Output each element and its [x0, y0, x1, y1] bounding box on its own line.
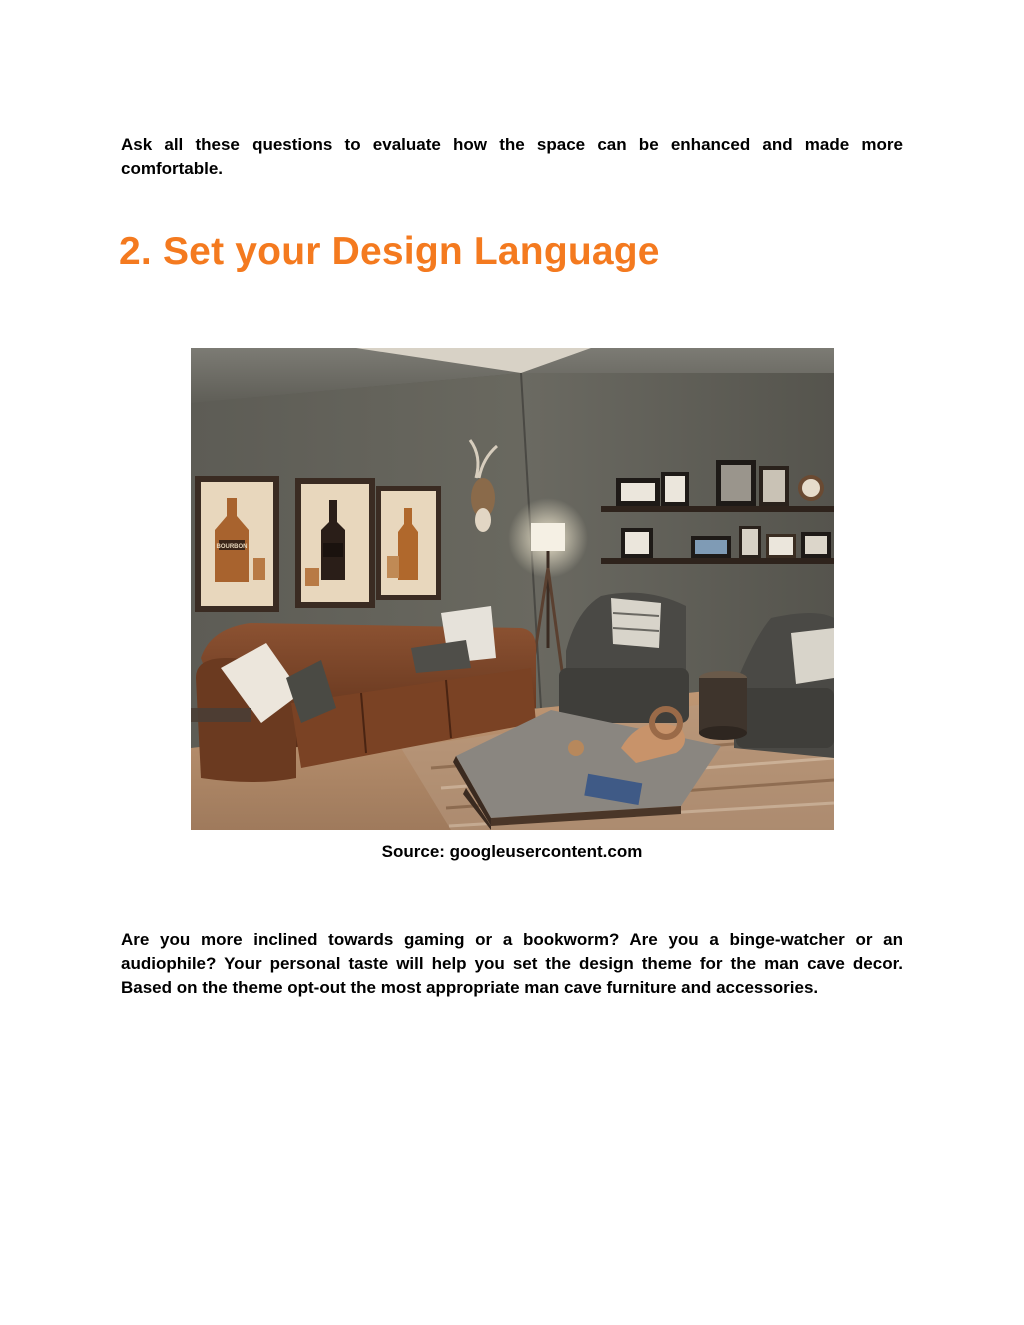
body-paragraph: Are you more inclined towards gaming or a bookworm? Are you a binge-watcher or an audiophile? Your personal taste will help you set the design theme for the man cave decor. Based on the theme opt-out the most appropriate man cave furniture and accessories. [121, 930, 903, 997]
svg-text:BOURBON: BOURBON [216, 544, 248, 550]
intro-paragraph: Ask all these questions to evaluate how the space can be enhanced and made more comfortable. [121, 135, 903, 178]
framed-bottle-art [195, 476, 441, 612]
drum-table [699, 671, 747, 740]
man-cave-photo [191, 348, 834, 830]
image-caption: Source: googleusercontent.com [381, 842, 643, 861]
section-heading: 2. Set your Design Language [119, 230, 660, 273]
